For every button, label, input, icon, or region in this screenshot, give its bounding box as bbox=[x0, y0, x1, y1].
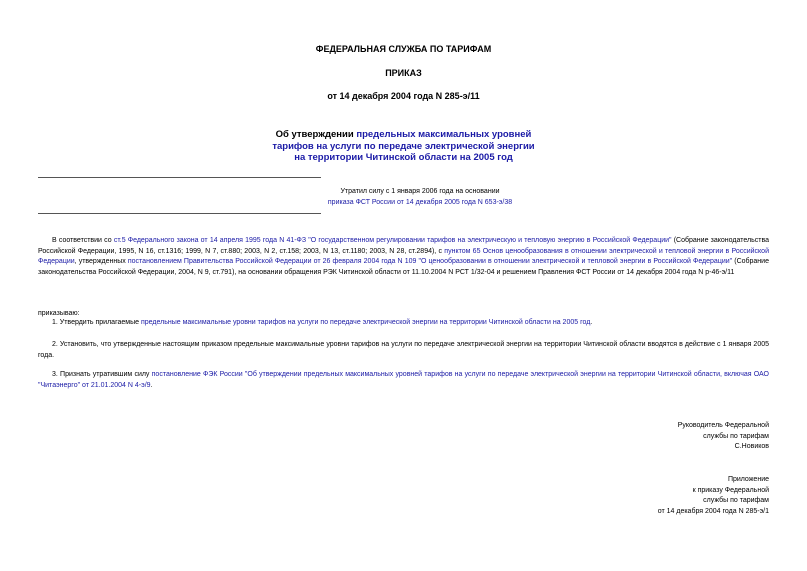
fek-resolution-link[interactable]: постановление ФЭК России "Об утверждении предельных максимальных уровней тарифов на услуги по передаче электрической энергии на территории Читинской области, включая ОАО "Читаэнерго" от 21.01.2004 N 4-э/9 bbox=[38, 371, 769, 389]
tariff-levels-link[interactable]: предельные максимальные уровни тарифов на услуги по передаче электрической энергии на территории Читинской области на 2005 год bbox=[140, 319, 591, 326]
divider-top bbox=[38, 177, 321, 178]
appendix-block bbox=[658, 475, 769, 517]
order-item-3 bbox=[38, 370, 769, 391]
appendix-line-1: Приложение bbox=[727, 476, 769, 483]
item-1-text: 1. Утвердить прилагаемые bbox=[52, 319, 141, 326]
signature-name: С.Новиков bbox=[734, 443, 769, 450]
preamble-text-1: В соответствии со bbox=[52, 237, 114, 244]
title-line-3 bbox=[0, 152, 807, 164]
pricing-basics-link[interactable]: пунктом 65 Основ ценообразования в отношении электрической и тепловой энергии в Российской Федерации bbox=[38, 247, 769, 265]
signature-line-2: службы по тарифам bbox=[703, 432, 769, 440]
appendix-line-4: от 14 декабря 2004 года N 285-э/1 bbox=[657, 507, 769, 515]
order-item-1 bbox=[38, 318, 769, 329]
signature-line-1: Руководитель Федеральной bbox=[677, 422, 769, 429]
document-title bbox=[0, 129, 807, 164]
title-link-1[interactable]: предельных максимальных уровней bbox=[356, 129, 532, 140]
preamble-text-4: (Собрание законодательства Российской Федерации, 2004, N 9, ст.791), на основании обращения РЭК Читинской области от 11.10.2004 N РСТ 1/32-04 и решением Правления ФСТ России от 14 декабря 2004 года N р-46-э/11 bbox=[38, 258, 769, 276]
repeal-note-text: Утратил силу с 1 января 2006 года на основании bbox=[340, 188, 500, 195]
item-2-text: 2. Установить, что утвержденные настоящим приказом предельные максимальные уровни тарифов на услуги по передаче электрической энергии на территории Читинской области вводятся в действие с 1 января 2005 года. bbox=[38, 341, 769, 359]
doc-date-number: от 14 декабря 2004 года N 285-э/11 bbox=[327, 91, 480, 101]
item-3-end: . bbox=[150, 381, 153, 389]
title-prefix: Об утверждении bbox=[275, 129, 357, 140]
divider-bottom bbox=[38, 213, 321, 214]
preamble-text-3: , утвержденных bbox=[74, 258, 128, 265]
item-1-end: . bbox=[590, 319, 593, 326]
title-line-2 bbox=[0, 141, 807, 153]
repeal-note-link[interactable]: приказа ФСТ России от 14 декабря 2005 года N 653-э/38 bbox=[327, 199, 513, 206]
preamble-text-2: (Собрание законодательства Российской Федерации, 1995, N 16, ст.1316; 1999, N 7, ст.880; 2003, N 2, ст.158; 2003, N 13, ст.1180; 2003, N 28, ст.2894), с bbox=[38, 237, 769, 255]
doc-type-heading: ПРИКАЗ bbox=[385, 68, 422, 78]
appendix-line-2: к приказу Федеральной bbox=[692, 486, 769, 494]
title-link-3[interactable]: на территории Читинской области на 2005 год bbox=[294, 152, 513, 163]
order-word: приказываю: bbox=[38, 310, 80, 317]
item-3-text: 3. Признать утратившим силу bbox=[52, 371, 152, 378]
order-item-2 bbox=[38, 340, 769, 361]
government-decree-link[interactable]: постановлением Правительства Российской Федерации от 26 февраля 2004 года N 109 "О ценообразовании в отношении электрической и тепловой энергии в Российской Федерации" bbox=[127, 258, 733, 265]
law-link[interactable]: ст.5 Федерального закона от 14 апреля 1995 года N 41-ФЗ "О государственном регулировании тарифов на электрическую и тепловую энергию в Российской Федерации" bbox=[113, 237, 672, 244]
title-link-2[interactable]: тарифов на услуги по передаче электрической энергии bbox=[272, 140, 535, 152]
title-line-1 bbox=[0, 129, 807, 141]
signature-block bbox=[678, 421, 769, 453]
appendix-line-3: службы по тарифам bbox=[703, 497, 769, 504]
agency-heading: ФЕДЕРАЛЬНАЯ СЛУЖБА ПО ТАРИФАМ bbox=[315, 44, 492, 54]
repeal-note bbox=[300, 186, 540, 208]
preamble-paragraph bbox=[38, 236, 769, 278]
